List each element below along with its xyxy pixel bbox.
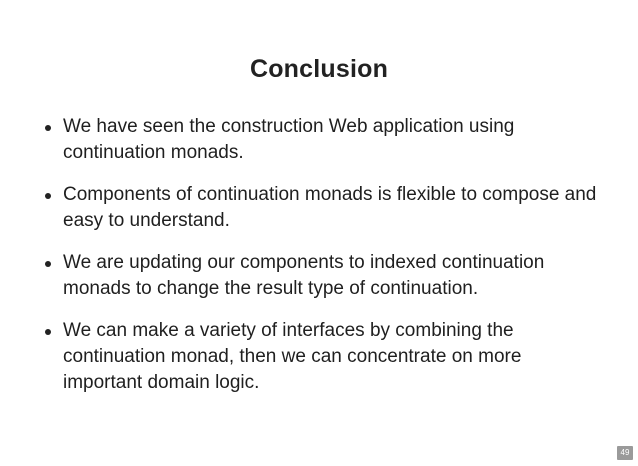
page-number-badge: 49 xyxy=(617,446,633,460)
bullet-list xyxy=(63,114,603,412)
bullet-item: Components of continuation monads is flexible to compose and easy to understand. xyxy=(63,182,603,234)
bullet-item: We are updating our components to indexed continuation monads to change the result type of continuation. xyxy=(63,250,603,302)
bullet-item: We can make a variety of interfaces by combining the continuation monad, then we can concentrate on more important domain logic. xyxy=(63,318,603,396)
bullet-item: We have seen the construction Web application using continuation monads. xyxy=(63,114,603,166)
slide-title: Conclusion xyxy=(249,55,389,83)
